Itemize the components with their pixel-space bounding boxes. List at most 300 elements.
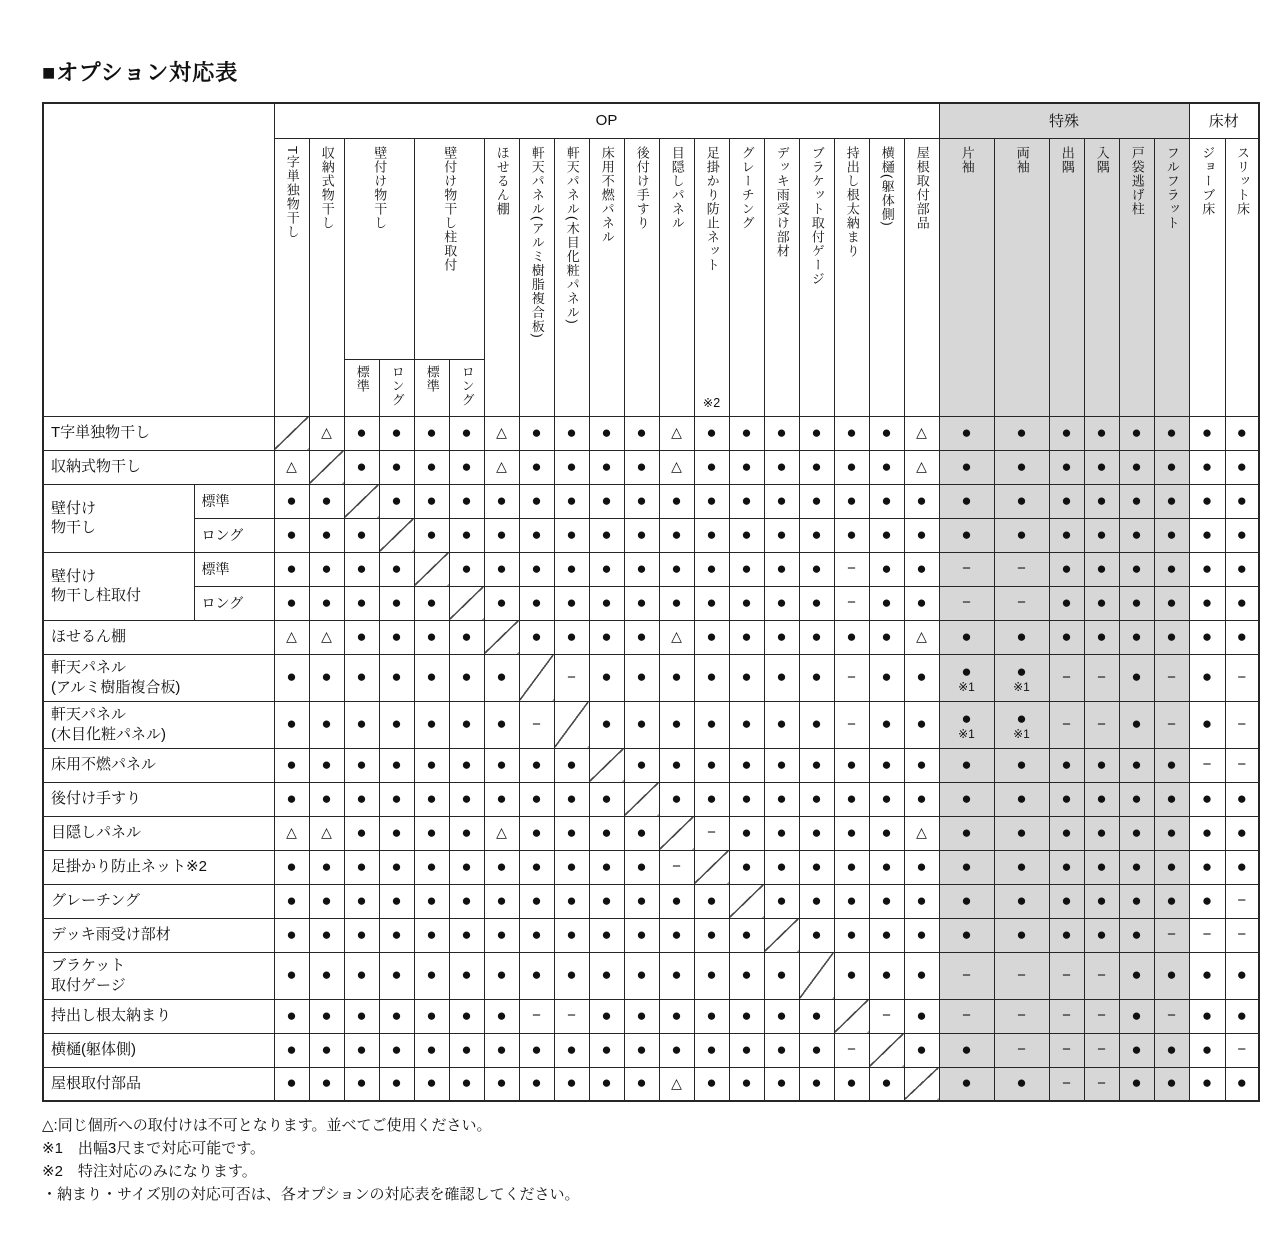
row-header-13 [43,918,274,952]
dot-mark: ● [321,1073,332,1093]
dot-mark: ● [496,667,507,686]
dot-mark: ● [496,890,507,910]
dot-mark: ● [356,890,367,910]
matrix-cell [449,952,484,999]
matrix-cell [869,450,904,484]
dot-mark: ● [1131,524,1142,544]
dot-mark: ● [601,1073,612,1093]
matrix-cell [554,552,589,586]
matrix-cell [764,748,799,782]
matrix-cell [1225,552,1259,586]
matrix-cell [484,884,519,918]
matrix-cell [449,654,484,701]
dot-mark: ● [916,965,927,984]
dot-mark: ● [636,822,647,842]
row-subheader-4-1: 標準 [194,552,274,586]
matrix-cell [764,518,799,552]
matrix-cell [449,620,484,654]
row-header-line: 横樋(躯体側) [51,1041,136,1059]
dot-mark: ● [706,422,717,442]
dot-mark: ● [741,592,752,612]
dot-mark: ● [1166,822,1177,842]
matrix-cell [834,1033,869,1067]
matrix-cell [1154,918,1189,952]
matrix-cell [939,416,994,450]
matrix-cell [659,918,694,952]
matrix-cell [729,850,764,884]
col-subheader-4-1 [414,359,449,416]
matrix-cell [799,816,834,850]
dot-mark: ● [426,890,437,910]
dash-mark: − [847,560,856,577]
table-row [43,654,1259,701]
dot-mark: ● [286,558,297,578]
dot-mark: ● [1131,1005,1142,1025]
dot-mark: ● [961,626,972,646]
dot-mark: ● [846,456,857,476]
matrix-cell [309,518,344,552]
dot-mark: ● [321,965,332,984]
dash-mark: − [1062,1074,1071,1092]
dot-mark: ● [846,626,857,646]
dot-mark: ● [566,626,577,646]
matrix-cell [554,518,589,552]
matrix-cell [1189,416,1225,450]
row-header-8 [43,748,274,782]
dot-mark: ● [1096,456,1107,476]
dot-mark: ● [811,558,822,578]
dash-mark: − [1062,715,1071,733]
matrix-cell [1084,416,1119,450]
matrix-cell [589,620,624,654]
dot-mark: ● [426,965,437,984]
matrix-cell [624,816,659,850]
dot-mark: ● [531,422,542,442]
dot-mark: ● [1096,754,1107,774]
dot-mark: ● [496,754,507,774]
matrix-cell [1084,952,1119,999]
matrix-cell [449,816,484,850]
dot-mark: ● [531,490,542,510]
table-row [43,952,1259,999]
dot-mark: ● [741,822,752,842]
col-header-3 [344,138,414,359]
table-row [43,748,1259,782]
matrix-cell [1189,654,1225,701]
row-header-line: 取付ゲージ [51,976,126,994]
matrix-cell [554,816,589,850]
dash-mark: − [1062,1007,1071,1024]
dot-mark: ● [286,524,297,544]
dot-mark: ● [286,490,297,510]
dot-mark: ● [461,965,472,984]
matrix-cell [939,884,994,918]
matrix-cell [554,850,589,884]
matrix-cell [379,1067,414,1101]
dot-mark: ● [566,558,577,578]
dot-mark: ● [671,667,682,686]
dot-mark: ● [321,558,332,578]
dot-mark: ● [881,490,892,510]
matrix-cell [484,484,519,518]
col-header-21 [1084,138,1119,416]
dot-mark: ● [1166,1073,1177,1093]
matrix-cell [869,816,904,850]
triangle-mark: △ [671,424,682,440]
matrix-cell [764,1033,799,1067]
col-header-label: 床用不燃パネル [599,145,615,244]
matrix-cell [799,586,834,620]
matrix-cell [1154,518,1189,552]
matrix-table [42,102,1260,1102]
matrix-cell [624,701,659,748]
matrix-cell [729,654,764,701]
col-header-label: デッキ雨受け部材 [774,145,790,258]
matrix-cell [869,518,904,552]
matrix-cell [764,782,799,816]
matrix-cell [309,782,344,816]
dot-mark: ● [741,667,752,686]
matrix-cell [869,952,904,999]
table-row [43,1033,1259,1067]
dot-mark: ● [1201,856,1213,876]
matrix-cell [1049,999,1084,1033]
dot-mark: ● [496,856,507,876]
matrix-cell [834,416,869,450]
dot-mark: ● [496,788,507,808]
dot-mark: ● [461,788,472,808]
matrix-cell [414,586,449,620]
matrix-cell [904,620,939,654]
matrix-cell [1225,918,1259,952]
dot-mark: ● [391,788,402,808]
col-header-label: 壁付け物干し柱取付 [442,145,458,272]
matrix-cell [799,850,834,884]
matrix-cell [659,701,694,748]
matrix-cell [1084,654,1119,701]
dot-mark: ● [496,924,507,944]
matrix-cell [344,816,379,850]
row-header-line: 収納式物干し [51,458,142,476]
matrix-cell [1049,782,1084,816]
matrix-cell [834,1067,869,1101]
dot-mark: ● [1016,661,1027,681]
matrix-cell [939,620,994,654]
dot-mark: ● [426,626,437,646]
matrix-cell [1225,884,1259,918]
dot-mark: ● [531,965,542,984]
dot-mark: ● [1166,890,1177,910]
dot-mark: ● [706,667,717,686]
dot-mark: ● [916,524,927,544]
table-row [43,999,1259,1033]
dot-mark: ● [671,490,682,510]
dot-mark: ● [1096,490,1107,510]
triangle-mark: △ [496,458,507,474]
matrix-cell [274,586,309,620]
dot-mark: ● [1131,456,1142,476]
matrix-cell [764,552,799,586]
matrix-cell [1084,782,1119,816]
dot-mark: ● [636,1039,647,1059]
row-header-line: (アルミ樹脂複合板) [51,678,181,696]
dot-mark: ● [706,924,717,944]
matrix-cell [904,654,939,701]
dot-mark: ● [391,558,402,578]
matrix-cell [274,518,309,552]
dot-mark: ● [531,754,542,774]
row-header-5 [43,620,274,654]
dot-mark: ● [741,924,752,944]
row-header-line: (木目化粧パネル) [51,725,166,743]
matrix-cell [729,518,764,552]
row-header-line: ブラケット [51,957,126,974]
dash-mark: − [1062,668,1071,686]
dot-mark: ● [426,524,437,544]
row-header-14 [43,952,274,999]
matrix-cell [1084,450,1119,484]
matrix-cell [1049,654,1084,701]
dot-mark: ● [846,422,857,442]
dot-mark: ● [461,754,472,774]
dot-mark: ● [741,1005,752,1025]
row-header-4 [43,552,194,620]
dot-mark: ● [601,456,612,476]
dot-mark: ● [811,924,822,944]
dot-mark: ● [286,1039,297,1059]
matrix-cell [729,748,764,782]
matrix-cell [274,484,309,518]
dot-mark: ● [391,924,402,944]
matrix-cell [694,1033,729,1067]
matrix-cell [1225,518,1259,552]
matrix-cell [1154,850,1189,884]
matrix-cell [994,552,1049,586]
matrix-cell [554,654,589,701]
col-header-label: 軒天パネル(木目化粧パネル) [564,145,580,325]
matrix-cell [994,816,1049,850]
matrix-cell [659,620,694,654]
matrix-cell [379,416,414,450]
dot-with-note [995,663,1049,693]
matrix-cell [624,416,659,450]
table-row [43,552,1259,586]
dot-mark: ● [1201,822,1213,842]
dot-mark: ● [961,924,972,944]
matrix-cell [994,620,1049,654]
matrix-cell [414,518,449,552]
dot-mark: ● [1201,714,1213,733]
matrix-cell [414,701,449,748]
dot-mark: ● [321,490,332,510]
matrix-cell [379,450,414,484]
col-header-label: 収納式物干し [319,145,335,230]
dot-mark: ● [881,965,892,984]
dot-mark: ● [741,788,752,808]
dot-mark: ● [671,965,682,984]
matrix-cell [869,701,904,748]
dot-mark: ● [391,490,402,510]
dot-mark: ● [531,890,542,910]
dot-mark: ● [1061,754,1072,774]
matrix-cell [1084,586,1119,620]
dot-mark: ● [1016,754,1027,774]
matrix-cell [554,620,589,654]
dot-mark: ● [566,822,577,842]
dot-mark: ● [636,558,647,578]
matrix-cell [519,620,554,654]
dot-mark: ● [426,788,437,808]
matrix-cell [449,782,484,816]
dot-mark: ● [1131,558,1142,578]
dot-mark: ● [776,754,787,774]
dot-mark: ● [1201,1005,1213,1025]
dot-mark: ● [1131,422,1142,442]
col-subheader-label: ロング [389,364,405,407]
dot-mark: ● [1166,788,1177,808]
matrix-cell [309,918,344,952]
dot-mark: ● [601,890,612,910]
col-header-9 [624,138,659,416]
dot-mark: ● [356,965,367,984]
table-row [43,484,1259,518]
matrix-cell [449,450,484,484]
dot-mark: ● [706,592,717,612]
col-header-11 [694,138,729,416]
triangle-mark: △ [286,628,297,644]
triangle-mark: △ [916,824,927,840]
dot-with-note [940,710,994,740]
matrix-cell [694,450,729,484]
page-title: ■オプション対応表 [42,60,239,85]
dot-mark: ● [356,524,367,544]
dot-mark: ● [1236,490,1247,510]
dot-mark: ● [1166,1039,1177,1059]
dot-mark: ● [566,754,577,774]
dot-mark: ● [1016,856,1027,876]
dot-mark: ● [1166,490,1177,510]
matrix-cell [729,484,764,518]
matrix-cell [449,1033,484,1067]
dot-mark: ● [461,1073,472,1093]
dot-mark: ● [916,558,927,578]
matrix-cell [694,884,729,918]
matrix-cell [939,484,994,518]
matrix-cell [729,999,764,1033]
col-header-note: ※2 [702,395,721,410]
diagonal-cell [659,816,694,850]
dot-mark: ● [776,422,787,442]
matrix-cell [729,552,764,586]
dot-mark: ● [706,558,717,578]
matrix-cell [414,918,449,952]
triangle-mark: △ [916,458,927,474]
matrix-cell [309,952,344,999]
matrix-cell [1225,484,1259,518]
dash-mark: − [1167,715,1176,733]
matrix-cell [414,1033,449,1067]
diagonal-cell [624,782,659,816]
matrix-cell [449,1067,484,1101]
dot-mark: ● [391,822,402,842]
dot-mark: ● [671,524,682,544]
dot-mark: ● [1201,1039,1213,1059]
matrix-cell [694,484,729,518]
matrix-cell [344,850,379,884]
matrix-cell [484,450,519,484]
matrix-cell [694,586,729,620]
matrix-cell [994,701,1049,748]
dot-mark: ● [391,890,402,910]
matrix-cell [764,620,799,654]
dot-mark: ● [601,592,612,612]
matrix-cell [554,918,589,952]
matrix-cell [1189,884,1225,918]
matrix-cell [1154,748,1189,782]
dot-mark: ● [776,856,787,876]
matrix-cell [379,918,414,952]
col-header-label: 屋根取付部品 [914,145,930,230]
dot-mark: ● [391,754,402,774]
dot-mark: ● [1131,754,1142,774]
group-header-row [43,103,1259,138]
dot-mark: ● [461,1005,472,1025]
matrix-cell [939,782,994,816]
matrix-cell [1049,450,1084,484]
matrix-cell [344,1067,379,1101]
matrix-cell [414,654,449,701]
matrix-cell [939,918,994,952]
dot-mark: ● [391,592,402,612]
matrix-cell [554,1033,589,1067]
dot-mark: ● [321,890,332,910]
dot-mark: ● [811,788,822,808]
matrix-cell [414,450,449,484]
table-row [43,1067,1259,1101]
dot-with-note [995,710,1049,740]
row-header-line: 物干し柱取付 [51,587,142,604]
dot-mark: ● [356,856,367,876]
matrix-cell [554,586,589,620]
matrix-cell [519,748,554,782]
dot-mark: ● [811,456,822,476]
matrix-cell [659,850,694,884]
dash-mark: − [1097,966,1106,984]
matrix-cell [1154,620,1189,654]
matrix-cell [624,552,659,586]
matrix-cell [1189,450,1225,484]
row-header-15 [43,999,274,1033]
matrix-cell [834,782,869,816]
dot-mark: ● [1131,856,1142,876]
dot-mark: ● [961,1073,972,1093]
ref-note: ※1 [1013,726,1030,741]
matrix-cell [414,484,449,518]
matrix-cell [729,918,764,952]
dash-mark: − [1097,1041,1106,1058]
col-header-label: 両袖 [1014,145,1030,174]
col-header-label: 持出し根太納まり [844,145,860,258]
matrix-cell [414,884,449,918]
triangle-mark: △ [321,628,332,644]
dot-mark: ● [1166,592,1177,612]
matrix-cell [1154,1033,1189,1067]
dot-mark: ● [916,856,927,876]
matrix-cell [1154,654,1189,701]
dot-mark: ● [1131,965,1142,984]
col-subheader-label: ロング [459,364,475,407]
dot-mark: ● [811,592,822,612]
